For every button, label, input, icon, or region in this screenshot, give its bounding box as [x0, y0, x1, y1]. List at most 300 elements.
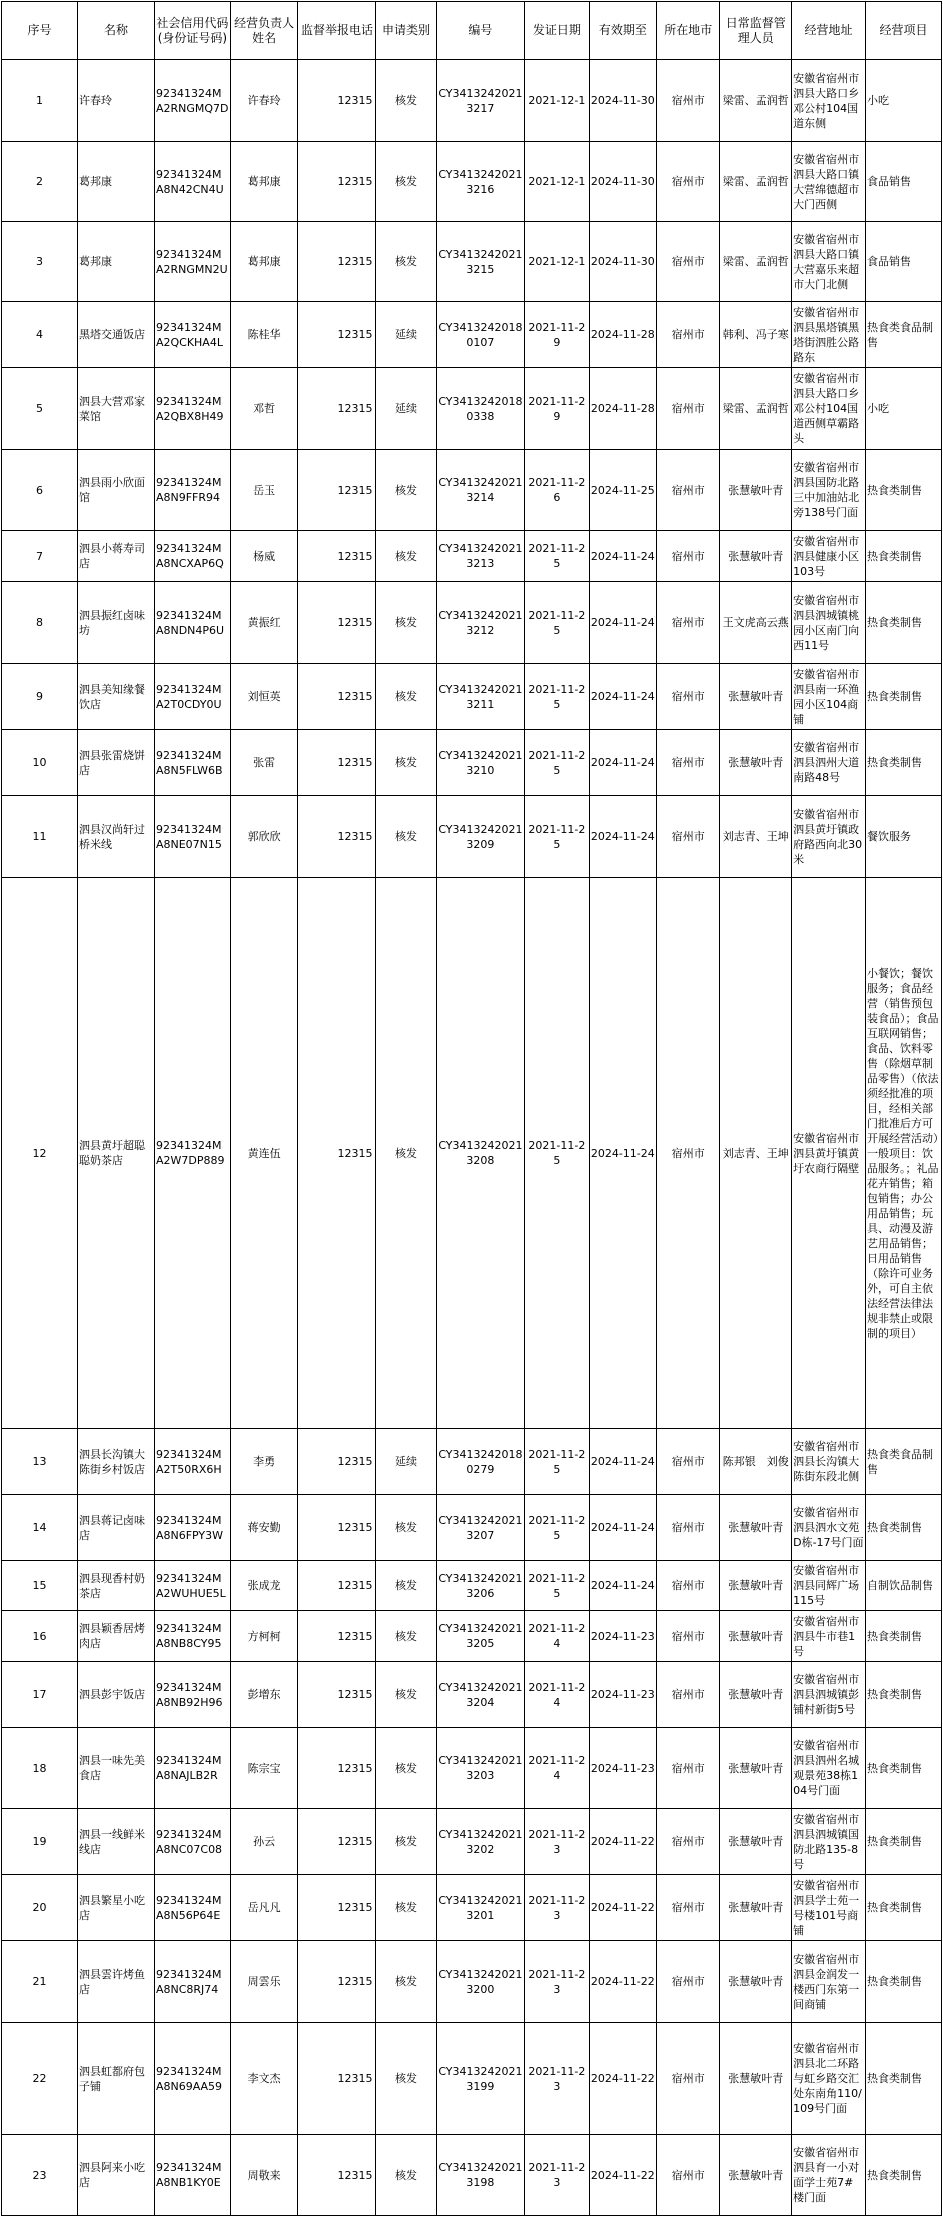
supervisor-cell: 张慧敏叶青 [720, 1809, 792, 1875]
supervisor-cell: 张慧敏叶青 [720, 2023, 792, 2135]
business-name-cell: 泗县张雷烧饼店 [77, 730, 154, 796]
report-phone-cell: 12315 [298, 730, 376, 796]
supervisor-cell: 张慧敏叶青 [720, 1611, 792, 1662]
issue-date-cell: 2021-11-24 [525, 1611, 589, 1662]
header-cell: 经营负责人姓名 [230, 2, 298, 60]
business-address-cell: 安徽省宿州市泗县泗州大道南路48号 [792, 730, 866, 796]
business-address-cell: 安徽省宿州市泗县大路口乡邓公村104国道东侧 [792, 60, 866, 142]
row-number-cell: 17 [2, 1662, 78, 1728]
report-phone-cell: 12315 [298, 142, 376, 222]
application-type-cell: 核发 [376, 582, 436, 664]
issue-date-cell: 2021-11-23 [525, 2023, 589, 2135]
business-name-cell: 葛邦康 [77, 142, 154, 222]
expiry-date-cell: 2024-11-24 [589, 1429, 657, 1495]
business-items-cell: 小吃 [865, 368, 941, 450]
business-items-cell: 餐饮服务 [865, 796, 941, 878]
report-phone-cell: 12315 [298, 878, 376, 1429]
expiry-date-cell: 2024-11-30 [589, 60, 657, 142]
header-cell: 经营地址 [792, 2, 866, 60]
license-number-cell: CY34132420213210 [436, 730, 525, 796]
report-phone-cell: 12315 [298, 2023, 376, 2135]
application-type-cell: 核发 [376, 222, 436, 302]
license-number-cell: CY34132420180338 [436, 368, 525, 450]
business-name-cell: 葛邦康 [77, 222, 154, 302]
header-cell: 编号 [436, 2, 525, 60]
owner-name-cell: 李勇 [230, 1429, 298, 1495]
business-name-cell: 泗县一线鲜米线店 [77, 1809, 154, 1875]
supervisor-cell: 张慧敏叶青 [720, 1728, 792, 1809]
issue-date-cell: 2021-11-25 [525, 796, 589, 878]
issue-date-cell: 2021-11-25 [525, 1429, 589, 1495]
business-address-cell: 安徽省宿州市泗县牛市巷1号 [792, 1611, 866, 1662]
owner-name-cell: 张雷 [230, 730, 298, 796]
row-number-cell: 21 [2, 1941, 78, 2023]
expiry-date-cell: 2024-11-22 [589, 2135, 657, 2216]
supervisor-cell: 梁雷、孟润哲 [720, 368, 792, 450]
issue-date-cell: 2021-11-25 [525, 730, 589, 796]
row-number-cell: 4 [2, 302, 78, 368]
business-items-cell: 热食类食品制售 [865, 1429, 941, 1495]
report-phone-cell: 12315 [298, 1728, 376, 1809]
business-items-cell: 热食类制售 [865, 730, 941, 796]
issue-date-cell: 2021-11-25 [525, 1561, 589, 1611]
license-number-cell: CY34132420213212 [436, 582, 525, 664]
credit-code-cell: 92341324MA2WUHUE5L [154, 1561, 230, 1611]
license-number-cell: CY34132420213208 [436, 878, 525, 1429]
credit-code-cell: 92341324MA2T50RX6H [154, 1429, 230, 1495]
header-cell: 名称 [77, 2, 154, 60]
issue-date-cell: 2021-11-23 [525, 2135, 589, 2216]
table-row [2, 222, 942, 302]
city-cell: 宿州市 [657, 1611, 720, 1662]
report-phone-cell: 12315 [298, 1662, 376, 1728]
business-name-cell: 泗县雲许烤鱼店 [77, 1941, 154, 2023]
row-number-cell: 14 [2, 1495, 78, 1561]
business-name-cell: 泗县繁星小吃店 [77, 1875, 154, 1941]
report-phone-cell: 12315 [298, 796, 376, 878]
issue-date-cell: 2021-11-25 [525, 878, 589, 1429]
credit-code-cell: 92341324MA2W7DP889 [154, 878, 230, 1429]
business-items-cell: 食品销售 [865, 222, 941, 302]
row-number-cell: 10 [2, 730, 78, 796]
business-address-cell: 安徽省宿州市泗县泗州名城观景苑38栋104号门面 [792, 1728, 866, 1809]
expiry-date-cell: 2024-11-22 [589, 1809, 657, 1875]
business-address-cell: 安徽省宿州市泗县同辉广场115号 [792, 1561, 866, 1611]
expiry-date-cell: 2024-11-24 [589, 878, 657, 1429]
issue-date-cell: 2021-11-29 [525, 368, 589, 450]
expiry-date-cell: 2024-11-24 [589, 1495, 657, 1561]
license-number-cell: CY34132420213207 [436, 1495, 525, 1561]
business-items-cell: 热食类制售 [865, 1728, 941, 1809]
business-items-cell: 小餐饮；餐饮服务；食品经营（销售预包装食品）；食品互联网销售；食品、饮料零售（除烟草制品零售）（依法须经批准的项目，经相关部门批准后方可开展经营活动）一般项目：饮品服务。；礼品花卉销售；箱包销售；办公用品销售；玩具、动漫及游艺用品销售；日用品销售（除许可业务外，可自主依法经营法律法规非禁止或限制的项目） [865, 878, 941, 1429]
credit-code-cell: 92341324MA8NC07C08 [154, 1809, 230, 1875]
row-number-cell: 6 [2, 450, 78, 531]
report-phone-cell: 12315 [298, 582, 376, 664]
business-name-cell: 泗县现香村奶茶店 [77, 1561, 154, 1611]
business-items-cell: 自制饮品制售 [865, 1561, 941, 1611]
application-type-cell: 核发 [376, 1875, 436, 1941]
report-phone-cell: 12315 [298, 60, 376, 142]
business-name-cell: 泗县小蒋寿司店 [77, 531, 154, 582]
credit-code-cell: 92341324MA2T0CDY0U [154, 664, 230, 730]
business-name-cell: 泗县大营邓家菜馆 [77, 368, 154, 450]
city-cell: 宿州市 [657, 450, 720, 531]
city-cell: 宿州市 [657, 664, 720, 730]
license-number-cell: CY34132420213209 [436, 796, 525, 878]
expiry-date-cell: 2024-11-25 [589, 450, 657, 531]
report-phone-cell: 12315 [298, 2135, 376, 2216]
license-number-cell: CY34132420213204 [436, 1662, 525, 1728]
business-address-cell: 安徽省宿州市泗县大路口镇大营嘉乐来超市大门北侧 [792, 222, 866, 302]
application-type-cell: 核发 [376, 531, 436, 582]
owner-name-cell: 张成龙 [230, 1561, 298, 1611]
header-cell: 经营项目 [865, 2, 941, 60]
city-cell: 宿州市 [657, 730, 720, 796]
table-row [2, 531, 942, 582]
application-type-cell: 核发 [376, 142, 436, 222]
supervisor-cell: 梁雷、孟润哲 [720, 60, 792, 142]
license-number-cell: CY34132420180107 [436, 302, 525, 368]
credit-code-cell: 92341324MA2QBX8H49 [154, 368, 230, 450]
license-number-cell: CY34132420213202 [436, 1809, 525, 1875]
supervisor-cell: 张慧敏叶青 [720, 450, 792, 531]
business-items-cell: 热食类制售 [865, 1941, 941, 2023]
license-number-cell: CY34132420213198 [436, 2135, 525, 2216]
table-row [2, 1429, 942, 1495]
supervisor-cell: 张慧敏叶青 [720, 531, 792, 582]
table-row [2, 1875, 942, 1941]
header-cell: 社会信用代码(身份证号码) [154, 2, 230, 60]
license-number-cell: CY34132420213199 [436, 2023, 525, 2135]
row-number-cell: 23 [2, 2135, 78, 2216]
business-items-cell: 热食类制售 [865, 1611, 941, 1662]
report-phone-cell: 12315 [298, 1809, 376, 1875]
supervisor-cell: 刘志青、王坤 [720, 878, 792, 1429]
report-phone-cell: 12315 [298, 1429, 376, 1495]
owner-name-cell: 蒋安勤 [230, 1495, 298, 1561]
business-address-cell: 安徽省宿州市泗县泗水文苑D栋-17号门面 [792, 1495, 866, 1561]
owner-name-cell: 黄连伍 [230, 878, 298, 1429]
table-row [2, 1561, 942, 1611]
city-cell: 宿州市 [657, 302, 720, 368]
expiry-date-cell: 2024-11-30 [589, 142, 657, 222]
license-number-cell: CY34132420213214 [436, 450, 525, 531]
expiry-date-cell: 2024-11-24 [589, 582, 657, 664]
credit-code-cell: 92341324MA8N42CN4U [154, 142, 230, 222]
business-name-cell: 泗县彭宇饭店 [77, 1662, 154, 1728]
supervisor-cell: 陈邦银 刘俊 [720, 1429, 792, 1495]
application-type-cell: 核发 [376, 878, 436, 1429]
header-cell: 监督举报电话 [298, 2, 376, 60]
issue-date-cell: 2021-11-23 [525, 1941, 589, 2023]
supervisor-cell: 张慧敏叶青 [720, 1662, 792, 1728]
report-phone-cell: 12315 [298, 664, 376, 730]
issue-date-cell: 2021-11-24 [525, 1662, 589, 1728]
report-phone-cell: 12315 [298, 302, 376, 368]
license-number-cell: CY34132420213201 [436, 1875, 525, 1941]
application-type-cell: 核发 [376, 60, 436, 142]
application-type-cell: 延续 [376, 1429, 436, 1495]
table-row [2, 796, 942, 878]
owner-name-cell: 孙云 [230, 1809, 298, 1875]
city-cell: 宿州市 [657, 1495, 720, 1561]
table-row [2, 1809, 942, 1875]
license-number-cell: CY34132420213203 [436, 1728, 525, 1809]
application-type-cell: 核发 [376, 1662, 436, 1728]
business-name-cell: 泗县一味先美食店 [77, 1728, 154, 1809]
city-cell: 宿州市 [657, 1728, 720, 1809]
license-number-cell: CY34132420213200 [436, 1941, 525, 2023]
issue-date-cell: 2021-12-1 [525, 222, 589, 302]
license-table [1, 1, 942, 2216]
supervisor-cell: 王文虎高云燕 [720, 582, 792, 664]
business-items-cell: 热食类制售 [865, 1662, 941, 1728]
business-name-cell: 泗县美知缘餐饮店 [77, 664, 154, 730]
report-phone-cell: 12315 [298, 222, 376, 302]
business-items-cell: 热食类制售 [865, 1875, 941, 1941]
business-name-cell: 泗县颖香居烤肉店 [77, 1611, 154, 1662]
table-body [2, 60, 942, 2216]
application-type-cell: 核发 [376, 1611, 436, 1662]
expiry-date-cell: 2024-11-30 [589, 222, 657, 302]
city-cell: 宿州市 [657, 1561, 720, 1611]
owner-name-cell: 杨威 [230, 531, 298, 582]
business-address-cell: 安徽省宿州市泗县国防北路三中加油站北旁138号门面 [792, 450, 866, 531]
city-cell: 宿州市 [657, 368, 720, 450]
table-row [2, 582, 942, 664]
expiry-date-cell: 2024-11-24 [589, 664, 657, 730]
city-cell: 宿州市 [657, 2023, 720, 2135]
table-row [2, 2023, 942, 2135]
header-cell: 发证日期 [525, 2, 589, 60]
row-number-cell: 18 [2, 1728, 78, 1809]
header-cell: 所在地市 [657, 2, 720, 60]
table-row [2, 2135, 942, 2216]
credit-code-cell: 92341324MA8NAJLB2R [154, 1728, 230, 1809]
row-number-cell: 11 [2, 796, 78, 878]
owner-name-cell: 李文杰 [230, 2023, 298, 2135]
license-number-cell: CY34132420213205 [436, 1611, 525, 1662]
license-number-cell: CY34132420213211 [436, 664, 525, 730]
expiry-date-cell: 2024-11-24 [589, 531, 657, 582]
city-cell: 宿州市 [657, 2135, 720, 2216]
report-phone-cell: 12315 [298, 368, 376, 450]
expiry-date-cell: 2024-11-23 [589, 1728, 657, 1809]
city-cell: 宿州市 [657, 582, 720, 664]
header-cell: 有效期至 [589, 2, 657, 60]
issue-date-cell: 2021-11-23 [525, 1875, 589, 1941]
issue-date-cell: 2021-11-23 [525, 1809, 589, 1875]
owner-name-cell: 许春玲 [230, 60, 298, 142]
expiry-date-cell: 2024-11-23 [589, 1662, 657, 1728]
business-name-cell: 泗县雨小欣面馆 [77, 450, 154, 531]
header-cell: 申请类别 [376, 2, 436, 60]
business-items-cell: 热食类制售 [865, 2135, 941, 2216]
business-address-cell: 安徽省宿州市泗县大路口镇大营绵德超市大门西侧 [792, 142, 866, 222]
credit-code-cell: 92341324MA8NB8CY95 [154, 1611, 230, 1662]
business-address-cell: 安徽省宿州市泗县南一环渔园小区104商铺 [792, 664, 866, 730]
table-row [2, 1728, 942, 1809]
application-type-cell: 核发 [376, 1561, 436, 1611]
supervisor-cell: 张慧敏叶青 [720, 1561, 792, 1611]
expiry-date-cell: 2024-11-24 [589, 796, 657, 878]
application-type-cell: 核发 [376, 450, 436, 531]
issue-date-cell: 2021-12-1 [525, 60, 589, 142]
business-items-cell: 热食类制售 [865, 1495, 941, 1561]
credit-code-cell: 92341324MA8N5FLW6B [154, 730, 230, 796]
application-type-cell: 核发 [376, 730, 436, 796]
credit-code-cell: 92341324MA8N69AA59 [154, 2023, 230, 2135]
expiry-date-cell: 2024-11-28 [589, 302, 657, 368]
owner-name-cell: 葛邦康 [230, 222, 298, 302]
issue-date-cell: 2021-11-26 [525, 450, 589, 531]
business-address-cell: 安徽省宿州市泗县黄圩镇政府路西向北30米 [792, 796, 866, 878]
license-number-cell: CY34132420213213 [436, 531, 525, 582]
row-number-cell: 7 [2, 531, 78, 582]
issue-date-cell: 2021-11-29 [525, 302, 589, 368]
application-type-cell: 核发 [376, 664, 436, 730]
row-number-cell: 9 [2, 664, 78, 730]
application-type-cell: 核发 [376, 1728, 436, 1809]
report-phone-cell: 12315 [298, 1495, 376, 1561]
business-name-cell: 黑塔交通饭店 [77, 302, 154, 368]
application-type-cell: 核发 [376, 1495, 436, 1561]
business-address-cell: 安徽省宿州市泗县黄圩镇黄圩农商行隔壁 [792, 878, 866, 1429]
business-name-cell: 泗县虹都府包子铺 [77, 2023, 154, 2135]
application-type-cell: 核发 [376, 1809, 436, 1875]
city-cell: 宿州市 [657, 531, 720, 582]
row-number-cell: 20 [2, 1875, 78, 1941]
supervisor-cell: 张慧敏叶青 [720, 1495, 792, 1561]
row-number-cell: 2 [2, 142, 78, 222]
business-address-cell: 安徽省宿州市泗县泗城镇彭铺村新街5号 [792, 1662, 866, 1728]
credit-code-cell: 92341324MA2QCKHA4L [154, 302, 230, 368]
table-row [2, 450, 942, 531]
table-row [2, 368, 942, 450]
city-cell: 宿州市 [657, 1875, 720, 1941]
city-cell: 宿州市 [657, 796, 720, 878]
supervisor-cell: 梁雷、孟润哲 [720, 222, 792, 302]
business-items-cell: 热食类制售 [865, 582, 941, 664]
credit-code-cell: 92341324MA8N9FFR94 [154, 450, 230, 531]
table-row [2, 1611, 942, 1662]
business-name-cell: 泗县阿来小吃店 [77, 2135, 154, 2216]
table-row [2, 60, 942, 142]
owner-name-cell: 周敬来 [230, 2135, 298, 2216]
city-cell: 宿州市 [657, 222, 720, 302]
row-number-cell: 1 [2, 60, 78, 142]
business-address-cell: 安徽省宿州市泗县育一小对面学士苑7#楼门面 [792, 2135, 866, 2216]
city-cell: 宿州市 [657, 1941, 720, 2023]
business-items-cell: 热食类食品制售 [865, 302, 941, 368]
business-items-cell: 食品销售 [865, 142, 941, 222]
city-cell: 宿州市 [657, 1809, 720, 1875]
city-cell: 宿州市 [657, 1662, 720, 1728]
business-items-cell: 热食类制售 [865, 2023, 941, 2135]
business-name-cell: 泗县黄圩超聪聪奶茶店 [77, 878, 154, 1429]
business-name-cell: 泗县振红卤味坊 [77, 582, 154, 664]
expiry-date-cell: 2024-11-23 [589, 1611, 657, 1662]
report-phone-cell: 12315 [298, 531, 376, 582]
credit-code-cell: 92341324MA8N56P64E [154, 1875, 230, 1941]
expiry-date-cell: 2024-11-22 [589, 1875, 657, 1941]
report-phone-cell: 12315 [298, 1561, 376, 1611]
report-phone-cell: 12315 [298, 1875, 376, 1941]
application-type-cell: 延续 [376, 302, 436, 368]
credit-code-cell: 92341324MA8NE07N15 [154, 796, 230, 878]
issue-date-cell: 2021-11-25 [525, 1495, 589, 1561]
credit-code-cell: 92341324MA8NDN4P6U [154, 582, 230, 664]
owner-name-cell: 黄振红 [230, 582, 298, 664]
table-row [2, 142, 942, 222]
city-cell: 宿州市 [657, 60, 720, 142]
issue-date-cell: 2021-11-24 [525, 1728, 589, 1809]
license-number-cell: CY34132420213215 [436, 222, 525, 302]
business-address-cell: 安徽省宿州市泗县学士苑一号楼101号商铺 [792, 1875, 866, 1941]
supervisor-cell: 张慧敏叶青 [720, 2135, 792, 2216]
expiry-date-cell: 2024-11-24 [589, 730, 657, 796]
header-cell: 序号 [2, 2, 78, 60]
credit-code-cell: 92341324MA8NB1KY0E [154, 2135, 230, 2216]
business-address-cell: 安徽省宿州市泗县泗城镇桃园小区南门向西11号 [792, 582, 866, 664]
table-row [2, 664, 942, 730]
row-number-cell: 16 [2, 1611, 78, 1662]
business-address-cell: 安徽省宿州市泗县金润发一楼西门东第一间商铺 [792, 1941, 866, 2023]
business-name-cell: 泗县蒋记卤味店 [77, 1495, 154, 1561]
business-items-cell: 热食类制售 [865, 1809, 941, 1875]
table-row [2, 878, 942, 1429]
issue-date-cell: 2021-11-25 [525, 582, 589, 664]
business-items-cell: 热食类制售 [865, 450, 941, 531]
report-phone-cell: 12315 [298, 450, 376, 531]
row-number-cell: 13 [2, 1429, 78, 1495]
license-number-cell: CY34132420213206 [436, 1561, 525, 1611]
row-number-cell: 5 [2, 368, 78, 450]
expiry-date-cell: 2024-11-24 [589, 1561, 657, 1611]
credit-code-cell: 92341324MA2RNGMN2U [154, 222, 230, 302]
credit-code-cell: 92341324MA8N6FPY3W [154, 1495, 230, 1561]
owner-name-cell: 陈宗宝 [230, 1728, 298, 1809]
credit-code-cell: 92341324MA8NC8RJ74 [154, 1941, 230, 2023]
table-row [2, 1941, 942, 2023]
credit-code-cell: 92341324MA2RNGMQ7D [154, 60, 230, 142]
business-name-cell: 泗县汉尚轩过桥米线 [77, 796, 154, 878]
business-name-cell: 许春玲 [77, 60, 154, 142]
city-cell: 宿州市 [657, 1429, 720, 1495]
business-items-cell: 小吃 [865, 60, 941, 142]
business-address-cell: 安徽省宿州市泗县黑塔镇黑塔街泗胜公路路东 [792, 302, 866, 368]
row-number-cell: 12 [2, 878, 78, 1429]
supervisor-cell: 韩利、冯子寒 [720, 302, 792, 368]
row-number-cell: 3 [2, 222, 78, 302]
issue-date-cell: 2021-11-25 [525, 531, 589, 582]
license-number-cell: CY34132420213216 [436, 142, 525, 222]
table-row [2, 302, 942, 368]
business-items-cell: 热食类制售 [865, 531, 941, 582]
table-row [2, 730, 942, 796]
business-address-cell: 安徽省宿州市泗县大路口乡邓公村104国道西侧草霸路头 [792, 368, 866, 450]
row-number-cell: 22 [2, 2023, 78, 2135]
row-number-cell: 8 [2, 582, 78, 664]
application-type-cell: 延续 [376, 368, 436, 450]
owner-name-cell: 方柯柯 [230, 1611, 298, 1662]
table-row [2, 1662, 942, 1728]
credit-code-cell: 92341324MA8NB92H96 [154, 1662, 230, 1728]
issue-date-cell: 2021-12-1 [525, 142, 589, 222]
application-type-cell: 核发 [376, 796, 436, 878]
header-row [2, 2, 942, 60]
supervisor-cell: 张慧敏叶青 [720, 1941, 792, 2023]
